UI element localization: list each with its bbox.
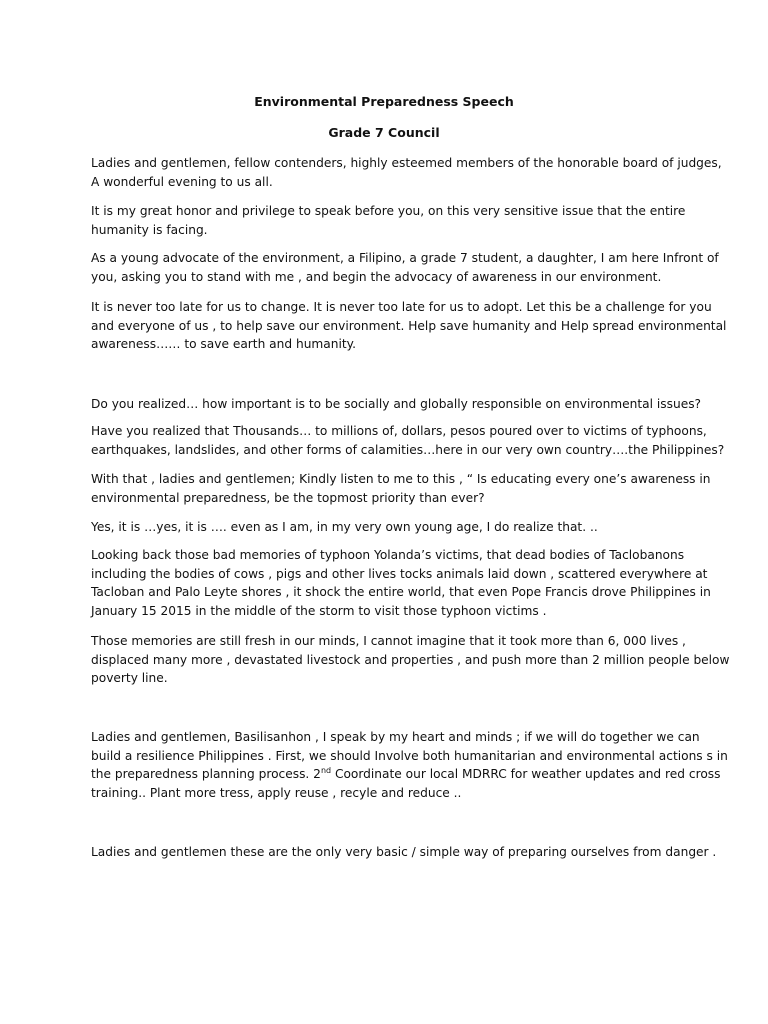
text-line: It is my great honor and privilege to speak before you, on this very sensitive issue that the entire xyxy=(91,204,686,218)
text-line: and everyone of us , to help save our environment. Help save humanity and Help spread environmental xyxy=(91,318,727,333)
paragraph-honor xyxy=(91,202,691,239)
ordinal-superscript: nd xyxy=(320,765,332,775)
paragraph-memories xyxy=(91,632,730,688)
text-line: build a resilience Philippines . First, we should Involve both humanitarian and environmental actions s in xyxy=(91,748,728,763)
text-line: Looking back those bad memories of typhoon Yolanda’s victims, that dead bodies of Taclobanons xyxy=(91,548,685,562)
text-line: As a young advocate of the environment, a Filipino, a grade 7 student, a daughter, I am here Infront of xyxy=(91,251,719,265)
paragraph-yolanda xyxy=(91,546,711,620)
text-line: training.. Plant more tress, apply reuse , recyle and reduce .. xyxy=(91,785,462,800)
text-line: With that , ladies and gentlemen; Kindly listen to me to this , “ Is educating every one’s awareness in xyxy=(91,472,711,486)
text-line: including the bodies of cows , pigs and other lives tocks animals laid down , scattered everywhere at xyxy=(91,566,708,581)
text-line: humanity is facing. xyxy=(91,222,208,237)
paragraph-basilisanhon xyxy=(91,728,728,802)
text-line: A wonderful evening to us all. xyxy=(91,174,273,189)
text-line: Those memories are still fresh in our minds, I cannot imagine that it took more than 6, 000 lives , xyxy=(91,634,686,648)
text-segment: the preparedness planning process. 2 xyxy=(91,767,321,781)
paragraph-question xyxy=(91,395,702,414)
text-line: Ladies and gentlemen, fellow contenders, highly esteemed members of the honorable board of judges, xyxy=(91,156,722,170)
text-line: displaced many more , devastated livestock and properties , and push more than 2 million people below xyxy=(91,652,730,667)
text-line: Ladies and gentlemen these are the only very basic / simple way of preparing ourselves from danger . xyxy=(91,845,717,859)
text-line: It is never too late for us to change. It is never too late for us to adopt. Let this be a challenge for you xyxy=(91,300,712,314)
document-subtitle: Grade 7 Council xyxy=(328,125,440,140)
text-line: January 15 2015 in the middle of the storm to visit those typhoon victims . xyxy=(91,603,547,618)
text-line: environmental preparedness, be the topmost priority than ever? xyxy=(91,490,485,505)
document-title: Environmental Preparedness Speech xyxy=(254,94,514,109)
paragraph-greeting xyxy=(91,154,722,191)
text-line: Ladies and gentlemen, Basilisanhon , I speak by my heart and minds ; if we will do together we can xyxy=(91,730,700,744)
paragraph-yes-it-is xyxy=(91,518,691,537)
text-line xyxy=(91,765,721,784)
paragraph-closing xyxy=(91,843,717,862)
paragraph-kindly-listen xyxy=(91,470,711,507)
text-line: earthquakes, landslides, and other forms of calamities…here in our very own country….the Philippines? xyxy=(91,442,725,457)
text-line: Have you realized that Thousands… to millions of, dollars, pesos poured over to victims of typhoons, xyxy=(91,424,707,438)
text-line: Yes, it is …yes, it is …. even as I am, in my very own young age, I do realize that. .. xyxy=(91,520,598,534)
text-line: you, asking you to stand with me , and begin the advocacy of awareness in our environment. xyxy=(91,269,662,284)
text-line: Tacloban and Palo Leyte shores , it shock the entire world, that even Pope Francis drove Philippines in xyxy=(91,585,711,599)
text-line: awareness…… to save earth and humanity. xyxy=(91,337,357,351)
paragraph-advocate xyxy=(91,249,719,286)
paragraph-challenge xyxy=(91,298,727,354)
paragraph-thousands xyxy=(91,422,725,459)
text-line: poverty line. xyxy=(91,671,168,685)
text-line: Do you realized… how important is to be socially and globally responsible on environmental issues? xyxy=(91,397,702,411)
text-segment: Coordinate our local MDRRC for weather updates and red cross xyxy=(331,767,721,781)
